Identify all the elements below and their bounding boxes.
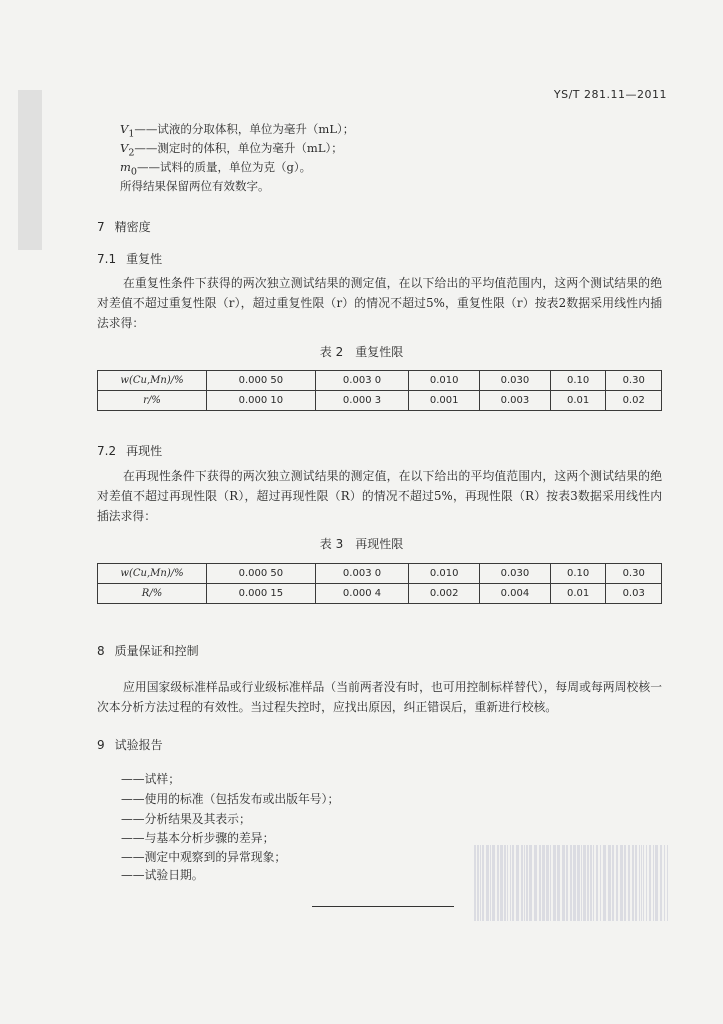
table-row xyxy=(98,371,662,391)
table-cell: 0.000 50 xyxy=(207,371,316,391)
list-item: ——试验日期。 xyxy=(121,868,204,882)
section-heading-9: 9 试验报告 xyxy=(97,738,163,752)
table-cell: 0.010 xyxy=(409,564,480,584)
table-row xyxy=(98,584,662,604)
variable-definition: $V_2——$测定时的体积，单位为毫升（mL）； xyxy=(120,141,343,159)
reproducibility-paragraph: 在再现性条件下获得的两次独立测试结果的测定值，在以下给出的平均值范围内，这两个测试结果的绝对差值不超过再现性限（R），超过再现性限（R）的情况不超过5%，再现性限（R）按表3数据采用线性内插法求得： xyxy=(97,469,662,523)
table-row xyxy=(98,564,662,584)
row-label: w(Cu,Mn)/% xyxy=(98,564,207,584)
table-cell: 0.02 xyxy=(606,391,662,411)
table-cell: 0.000 3 xyxy=(315,391,409,411)
show-through-mark xyxy=(10,90,50,250)
repeatability-table xyxy=(97,370,662,411)
table-cell: 0.000 4 xyxy=(315,584,409,604)
section-heading-7-1: 7.1 重复性 xyxy=(97,252,163,266)
table-cell: 0.000 50 xyxy=(207,564,316,584)
table-3-caption: 表 3 再现性限 xyxy=(319,537,404,551)
end-rule xyxy=(312,906,454,907)
table-cell: 0.000 15 xyxy=(207,584,316,604)
table-row xyxy=(98,391,662,411)
row-label: w(Cu,Mn)/% xyxy=(98,371,207,391)
section-heading-8: 8 质量保证和控制 xyxy=(97,644,199,658)
table-cell: 0.003 0 xyxy=(315,564,409,584)
table-2-caption: 表 2 重复性限 xyxy=(319,345,404,359)
variable-definition: $m_0——$试料的质量，单位为克（g）。 xyxy=(120,160,312,178)
table-cell: 0.01 xyxy=(550,584,606,604)
section-heading-7-2: 7.2 再现性 xyxy=(97,444,163,458)
quality-control-paragraph: 应用国家级标准样品或行业级标准样品（当前两者没有时，也可用控制标样替代），每周或每两周校核一次本分析方法过程的有效性。当过程失控时，应找出原因，纠正错误后，重新进行校核。 xyxy=(97,680,662,714)
table-cell: 0.30 xyxy=(606,371,662,391)
table-cell: 0.003 0 xyxy=(315,371,409,391)
table-cell: 0.01 xyxy=(550,391,606,411)
list-item: ——试样； xyxy=(121,772,180,786)
table-cell: 0.30 xyxy=(606,564,662,584)
table-cell: 0.10 xyxy=(550,564,606,584)
section-heading-7: 7 精密度 xyxy=(97,220,151,234)
table-cell: 0.03 xyxy=(606,584,662,604)
list-item: ——使用的标准（包括发布或出版年号）； xyxy=(121,792,340,806)
table-cell: 0.030 xyxy=(480,371,551,391)
list-item: ——测定中观察到的异常现象； xyxy=(121,850,287,864)
show-through-barcode xyxy=(474,845,670,921)
list-item: ——分析结果及其表示； xyxy=(121,812,251,826)
table-cell: 0.000 10 xyxy=(207,391,316,411)
table-cell: 0.001 xyxy=(409,391,480,411)
row-label: r/% xyxy=(98,391,207,411)
repeatability-paragraph: 在重复性条件下获得的两次独立测试结果的测定值，在以下给出的平均值范围内，这两个测试结果的绝对差值不超过重复性限（r），超过重复性限（r）的情况不超过5%，重复性限（r）按表2数据采用线性内插法求得： xyxy=(97,276,662,330)
table-cell: 0.10 xyxy=(550,371,606,391)
variable-definition: $V_1——$试液的分取体积，单位为毫升（mL）； xyxy=(120,122,355,140)
table-cell: 0.004 xyxy=(480,584,551,604)
standard-code: YS/T 281.11—2011 xyxy=(553,88,667,101)
table-cell: 0.003 xyxy=(480,391,551,411)
reproducibility-table xyxy=(97,563,662,604)
table-cell: 0.010 xyxy=(409,371,480,391)
list-item: ——与基本分析步骤的差异； xyxy=(121,831,275,845)
table-cell: 0.030 xyxy=(480,564,551,584)
row-label: R/% xyxy=(98,584,207,604)
table-cell: 0.002 xyxy=(409,584,480,604)
result-note: 所得结果保留两位有效数字。 xyxy=(120,179,270,193)
